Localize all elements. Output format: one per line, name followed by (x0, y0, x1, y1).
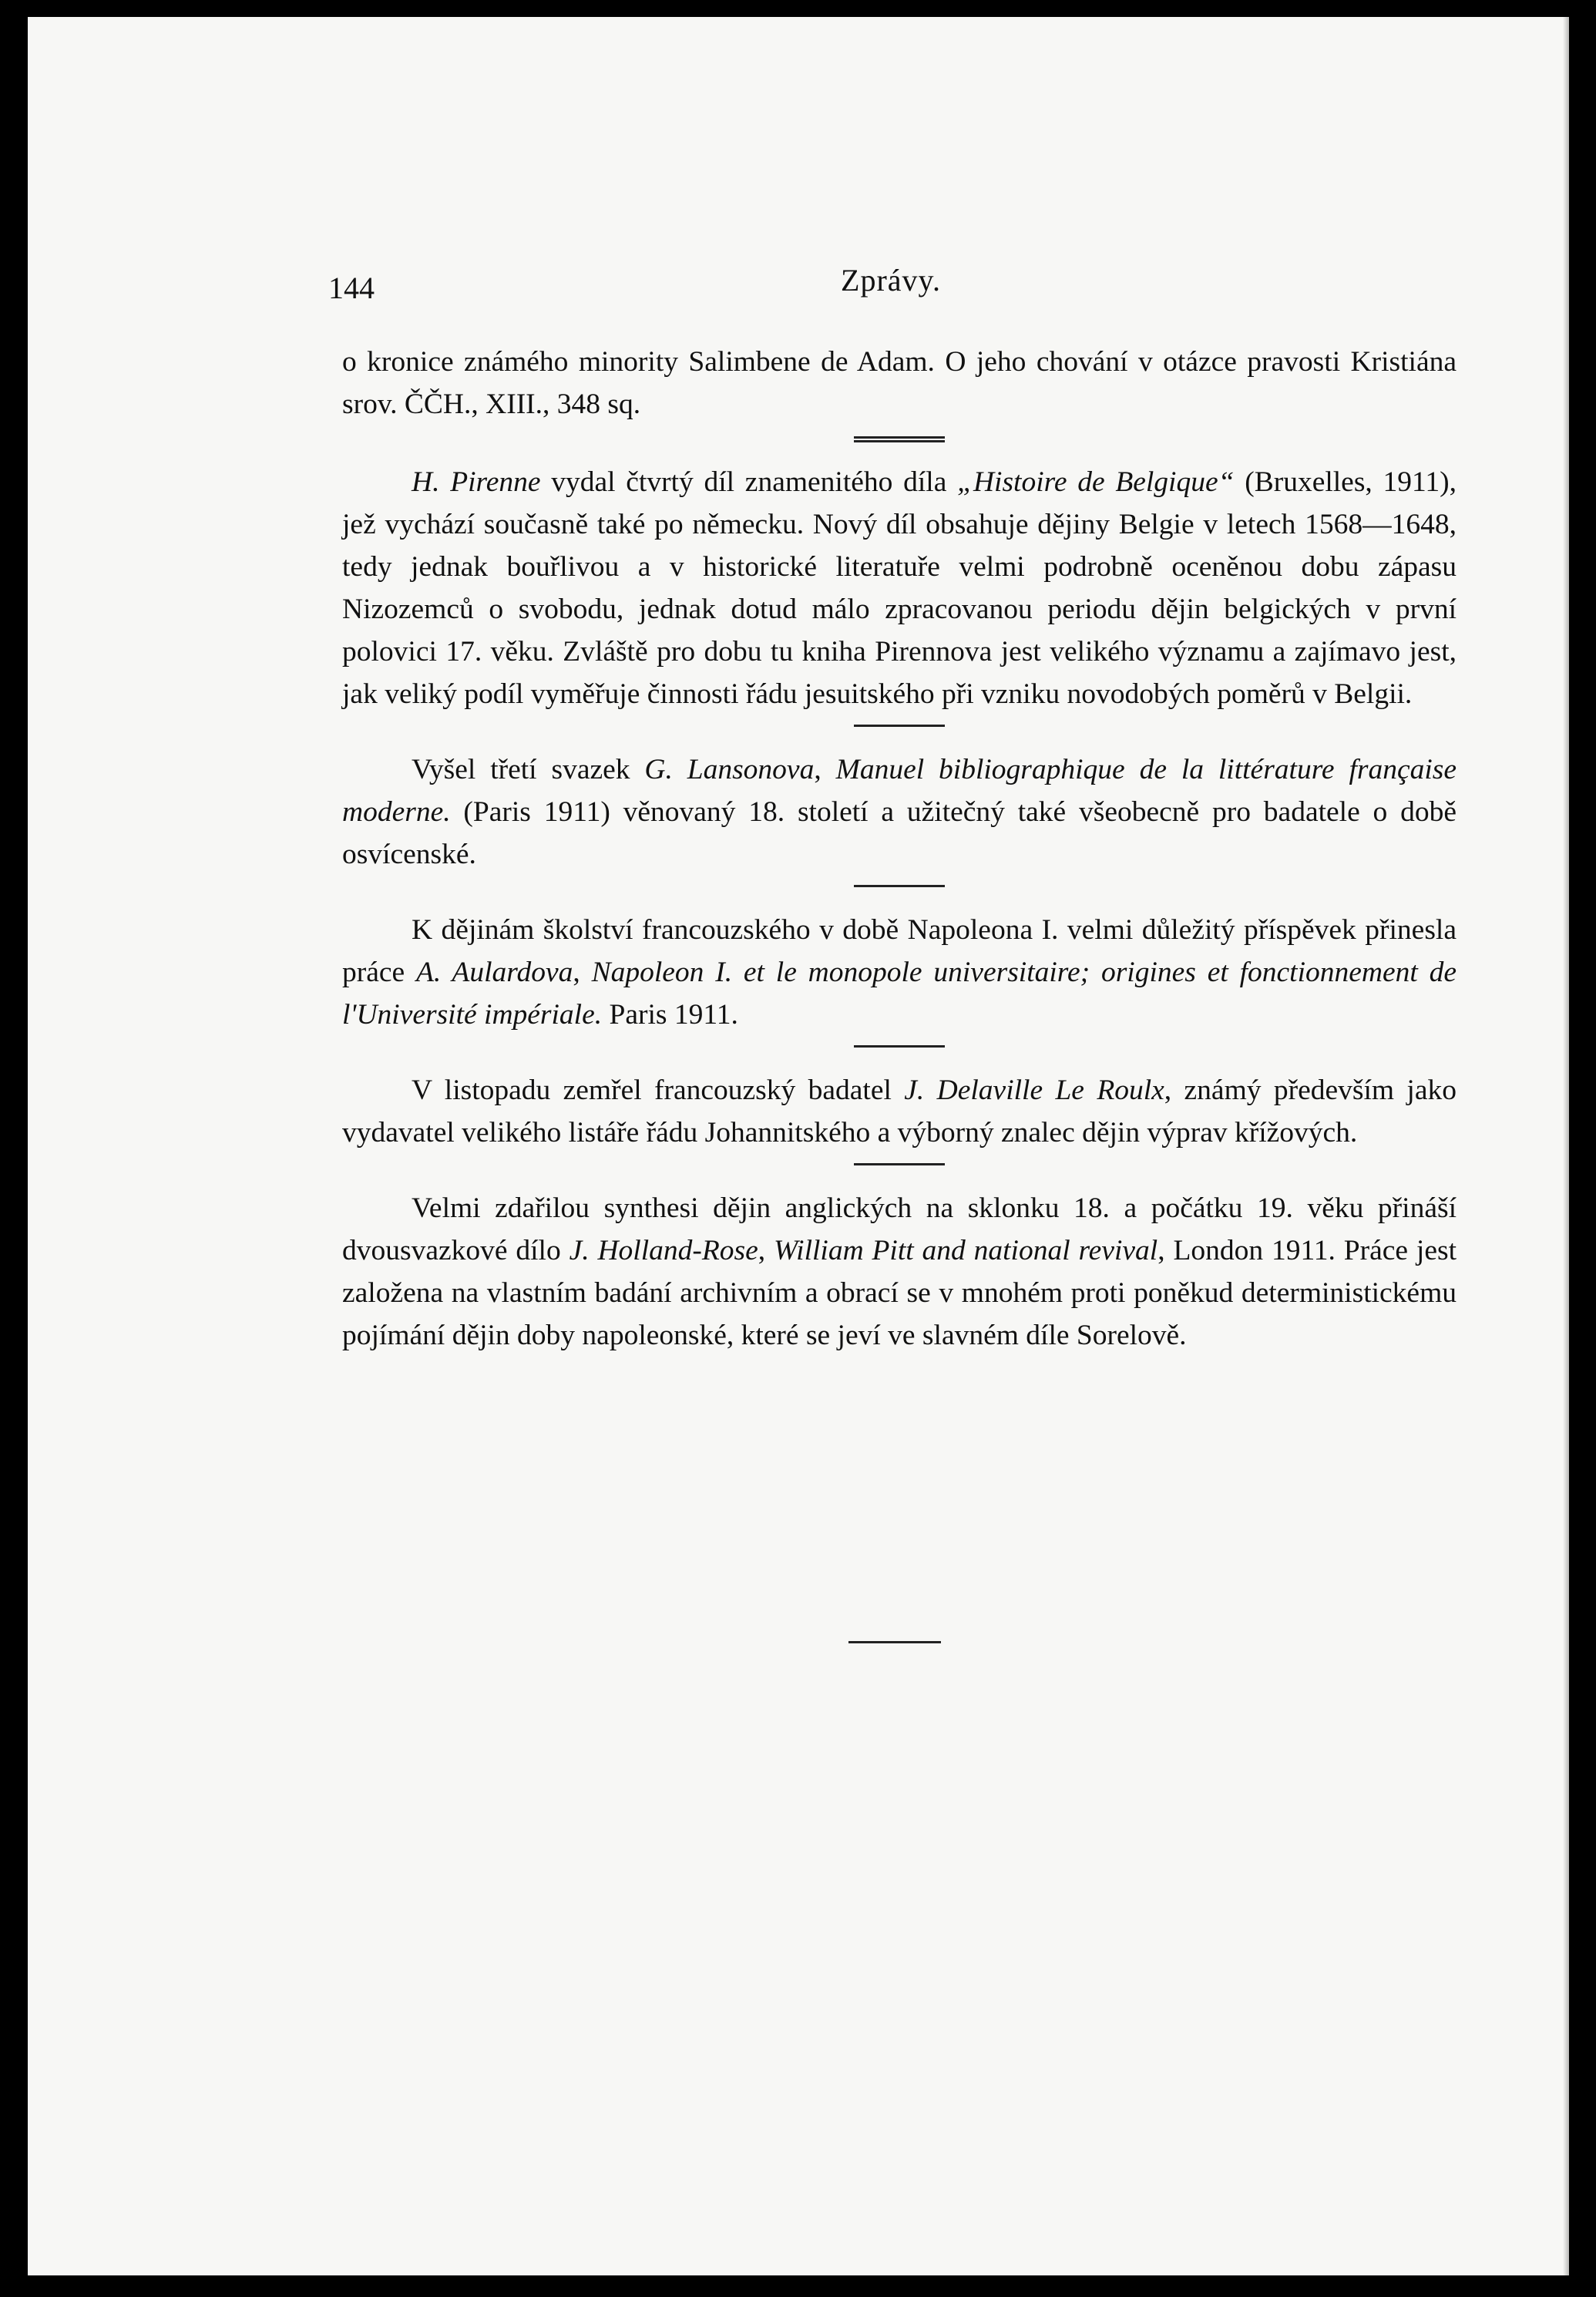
body-text (342, 341, 1457, 1357)
paragraph-salimbene: o kronice známého minority Salimbene de Adam. O jeho chování v otázce pravosti Kristiána srov. ČČH., XIII., 348 sq. (342, 346, 1457, 420)
page-number: 144 (328, 271, 375, 305)
paragraph-holland-rose: Velmi zdařilou synthesi dějin anglických na sklonku 18. a počátku 19. věku přináší dvousvazkové dílo J. Holland-Rose, William Pitt and national revival, London 1911. Práce jest založena na vlastním badání archivním a obrací se v mnohém proti poněkud deterministickému pojímání dějin doby napoleonské, které se jeví ve slavném díle Sorelově. (342, 1192, 1457, 1351)
author-name: J. Holland-Rose (569, 1235, 758, 1266)
page-header (328, 262, 1453, 308)
author-name: G. Lansonova (644, 754, 815, 785)
double-rule-divider (854, 436, 945, 442)
rule-divider (854, 885, 945, 887)
work-title: Manuel bibliographique de la littérature française moderne. (342, 754, 1457, 828)
paragraph-delaville: V listopadu zemřel francouzský badatel J. Delaville Le Roulx, známý především jako vydavatel velikého listáře řádu Johannitského a výborný znalec dějin výprav křížových. (342, 1075, 1457, 1148)
work-title: „Histoire de Belgique“ (957, 466, 1235, 498)
rule-divider (854, 725, 945, 727)
paragraph-pirenne: H. Pirenne vydal čtvrtý díl znamenitého díla „Histoire de Belgique“ (Bruxelles, 1911), jež vychází současně také po německu. Nový díl obsahuje dějiny Belgie v letech 1568—1648, tedy jednak bouřlivou a v historické literatuře velmi podrobně oceněnou dobu zápasu Nizozemců o svobodu, jednak dotud málo zpracovanou periodu dějin belgických v první polovici 17. věku. Zvláště pro dobu tu kniha Pirennova jest velikého významu a zajímavo jest, jak veliký podíl vyměřuje činnosti řádu jesuitského při vzniku novodobých poměrů v Belgii. (342, 466, 1457, 710)
page (28, 17, 1569, 2275)
author-name: A. Aulardova (416, 957, 573, 988)
work-title: Napoleon I. et le monopole universitaire; origines et fonctionnement de l'Université impériale. (342, 957, 1457, 1031)
paragraph-aulard: K dějinám školství francouzského v době Napoleona I. velmi důležitý příspěvek přinesla práce A. Aulardova, Napoleon I. et le monopole universitaire; origines et fonctionnement de l'Université impériale. Paris 1911. (342, 914, 1457, 1031)
author-name: H. Pirenne (412, 466, 541, 498)
work-title: William Pitt and national revival (773, 1235, 1158, 1266)
running-head: Zprávy. (841, 263, 941, 298)
rule-divider (854, 1045, 945, 1048)
author-name: J. Delaville Le Roulx (904, 1075, 1164, 1106)
end-rule (848, 1641, 941, 1643)
paragraph-lanson: Vyšel třetí svazek G. Lansonova, Manuel bibliographique de la littérature française moderne. (Paris 1911) věnovaný 18. století a užitečný také všeobecně pro badatele o době osvícenské. (342, 754, 1457, 870)
rule-divider (854, 1163, 945, 1165)
